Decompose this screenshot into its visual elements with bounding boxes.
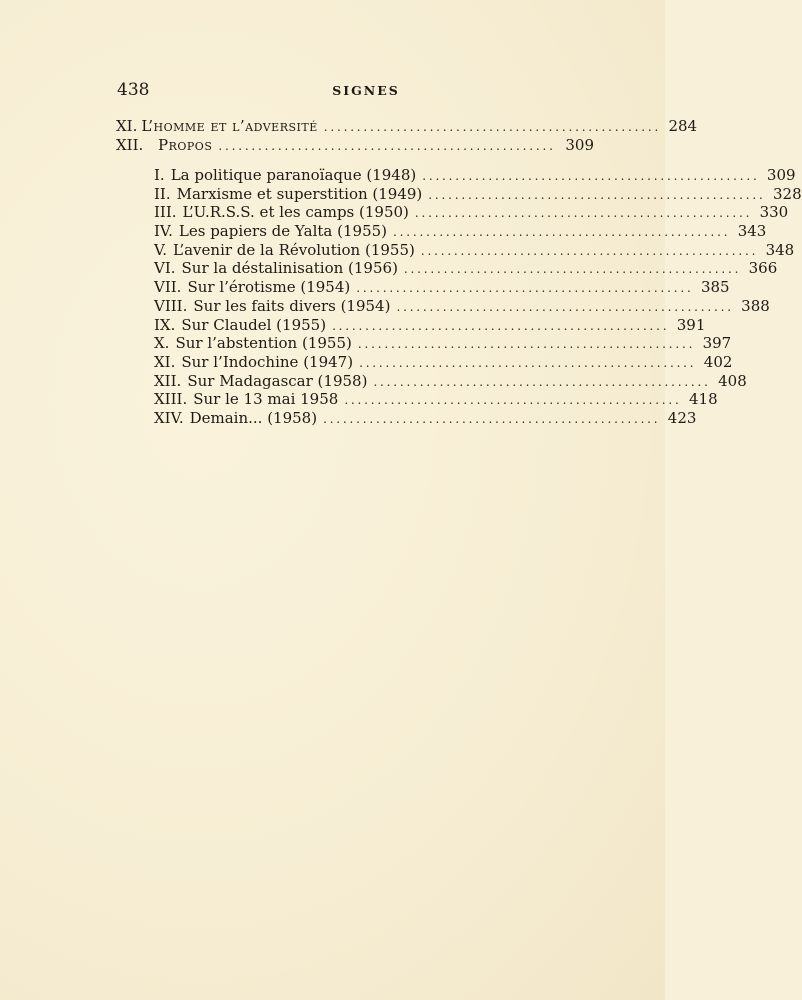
toc-entry-number: XII. xyxy=(154,371,182,390)
toc-entry-title: Sur la déstalinisation (1956) xyxy=(181,259,398,278)
toc-entry xyxy=(154,203,789,222)
page-number: 438 xyxy=(117,80,150,100)
toc-entry-page: 391 xyxy=(676,315,706,334)
toc-entry xyxy=(154,352,733,372)
toc-entry-number: III. xyxy=(154,203,177,222)
toc-entry-number: VIII. xyxy=(154,296,188,315)
toc-entry-title: L’avenir de la Révolution (1955) xyxy=(172,240,415,259)
dot-leader: ................................................... xyxy=(332,318,670,333)
toc-entry xyxy=(154,222,767,241)
toc-entry xyxy=(154,278,730,297)
toc-entry-title: Marxisme et superstition (1949) xyxy=(176,184,423,203)
dot-leader: ................................................... xyxy=(403,262,742,277)
toc-entry-page: 397 xyxy=(702,334,732,353)
toc-entry-number: XIV. xyxy=(154,408,184,427)
dot-leader: ................................................... xyxy=(323,120,662,134)
toc-entry xyxy=(154,334,732,353)
toc-entry-number: I. xyxy=(154,166,165,184)
toc-entry-number: V. xyxy=(154,240,167,259)
toc-entry-page: 385 xyxy=(700,278,730,297)
toc-entry-title: La politique paranoïaque (1948) xyxy=(170,166,417,184)
toc-entry xyxy=(154,315,706,335)
toc-entry-number: IV. xyxy=(154,222,173,241)
toc-entry-number: XIII. xyxy=(154,390,188,409)
dot-leader: ................................................... xyxy=(323,411,661,426)
running-head xyxy=(117,80,593,102)
toc-entry-number: VI. xyxy=(154,259,176,278)
toc-entry-title: Sur l’Indochine (1947) xyxy=(181,352,354,371)
toc-entry-page: 408 xyxy=(718,371,747,390)
toc-entry-title: Sur Claudel (1955) xyxy=(181,315,327,334)
toc-entry xyxy=(154,184,802,204)
toc-entry-number: XII. xyxy=(116,135,144,154)
dot-leader: ................................................... xyxy=(396,299,734,314)
toc-entry-title: Les papiers de Yalta (1955) xyxy=(178,222,388,241)
toc-entry-title: Demain... (1958) xyxy=(189,408,318,427)
toc-entry xyxy=(154,371,747,391)
toc-entry-page: 418 xyxy=(689,390,718,409)
dot-leader: ................................................... xyxy=(422,169,760,183)
running-title: SIGNES xyxy=(332,83,400,98)
toc-entry-page: 309 xyxy=(565,135,594,154)
toc-entry-title: L’homme et l’adversité xyxy=(141,117,318,135)
toc-entry-page: 343 xyxy=(737,222,767,241)
toc-entry-number: XI. xyxy=(154,352,176,371)
toc-entry-page: 423 xyxy=(667,408,697,427)
toc-entry xyxy=(154,259,778,278)
table-of-contents-main xyxy=(116,117,698,154)
toc-entry-title: Propos xyxy=(158,135,213,154)
toc-entry xyxy=(154,296,770,316)
dot-leader: ................................................... xyxy=(359,355,697,370)
dot-leader: ................................................... xyxy=(373,374,711,389)
dot-leader: ................................................... xyxy=(356,281,694,296)
toc-entry xyxy=(154,240,795,260)
toc-entry-title: Sur Madagascar (1958) xyxy=(187,371,368,390)
toc-entry xyxy=(154,408,697,428)
toc-entry-number: IX. xyxy=(154,315,176,334)
toc-entry-number: XI. xyxy=(116,117,138,135)
toc-entry-number: II. xyxy=(154,184,171,203)
toc-entry-page: 348 xyxy=(765,240,795,259)
toc-entry-number: VII. xyxy=(154,278,182,297)
dot-leader: ................................................... xyxy=(357,337,696,352)
dot-leader: ................................................... xyxy=(420,243,759,258)
dot-leader: ................................................... xyxy=(428,187,766,202)
toc-entry xyxy=(154,166,796,185)
toc-entry-title: Sur l’érotisme (1954) xyxy=(187,278,351,297)
toc-entry-title: Sur le 13 mai 1958 xyxy=(193,390,339,409)
dot-leader: ................................................... xyxy=(414,206,753,221)
toc-entry-title: Sur l’abstention (1955) xyxy=(175,334,352,353)
toc-entry-title: Sur les faits divers (1954) xyxy=(193,296,391,315)
toc-entry xyxy=(116,136,594,155)
toc-entry xyxy=(154,390,718,409)
dot-leader: ................................................... xyxy=(344,393,682,408)
toc-entry-number: X. xyxy=(154,334,170,353)
toc-entry-page: 284 xyxy=(668,117,698,135)
toc-entry xyxy=(116,117,698,136)
toc-entry-page: 309 xyxy=(766,166,796,184)
dot-leader: ................................................... xyxy=(393,225,731,240)
toc-entry-title: L’U.R.S.S. et les camps (1950) xyxy=(182,203,409,222)
toc-entry-page: 402 xyxy=(703,352,733,371)
dot-leader: ................................................... xyxy=(218,138,556,153)
toc-entry-page: 366 xyxy=(748,259,778,278)
table-of-contents-propos xyxy=(154,166,802,428)
toc-entry-page: 330 xyxy=(759,203,789,222)
toc-entry-page: 388 xyxy=(741,296,770,315)
toc-entry-page: 328 xyxy=(773,184,802,203)
